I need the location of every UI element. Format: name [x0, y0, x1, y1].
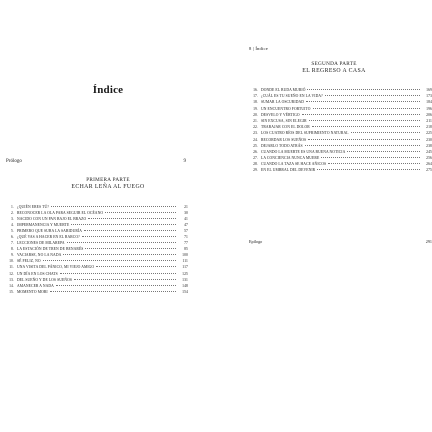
toc-entry[interactable]: [4, 290, 188, 296]
dot-leader: [51, 206, 176, 207]
toc-entry-page: 117: [182, 265, 188, 270]
toc-entry-title: SUMAR LA OSCURIDAD: [261, 100, 304, 105]
dot-leader: [321, 157, 420, 158]
toc-entry-title: DEJARLO TODO ATRÁS: [261, 143, 303, 148]
toc-entry-title: ¿CUÁL ES TU SUEÑO EN LA VIDA?: [261, 94, 323, 99]
toc-entry-title: CUANDO LA MUERTE ES UNA BUENA NOTICIA: [261, 149, 346, 154]
toc-entry-number: 19.: [253, 106, 258, 111]
toc-entry-title: UNA VISITA DEL PÁNICO, MI VIEJO AMIGO: [17, 265, 95, 270]
toc-entry-title: SIN EXCUSA, SIN ELEGIR: [261, 118, 307, 123]
toc-entry-page: 238: [426, 143, 432, 148]
dot-leader: [347, 151, 420, 152]
toc-entry-page: 245: [426, 149, 432, 154]
toc-entry-number: 10.: [9, 259, 14, 264]
toc-entry-title: UN DÍA EN LOS CHATS: [17, 271, 58, 276]
toc-entry-page: 111: [182, 259, 188, 264]
toc-entry-title: RECORDAR LOS SUEÑOS: [261, 137, 307, 142]
toc-entry-number: 17.: [253, 94, 258, 99]
toc-entry-number: 9.: [11, 253, 14, 258]
toc-entry-title: PRIMERO QUE SUBA LA SABIDURÍA: [17, 229, 82, 234]
page-title: Índice: [92, 84, 124, 96]
toc-entry-number: 5.: [11, 229, 14, 234]
toc-list-part-one: [4, 205, 188, 296]
toc-list-part-two: [248, 88, 432, 175]
prologue-page: 9: [183, 159, 186, 164]
toc-entry-page: 196: [426, 106, 432, 111]
toc-entry-number: 22.: [253, 125, 258, 130]
epilogue-page: 291: [425, 239, 432, 244]
toc-entry-number: 23.: [253, 131, 258, 136]
toc-entry-page: 184: [426, 100, 432, 105]
toc-entry-number: 1.: [11, 205, 14, 209]
toc-entry-title: LA CONCIENCIA NUNCA MUERE: [261, 156, 320, 161]
toc-entry-title: LA ESTACIÓN DE TREN DE BENARÉS: [17, 247, 84, 252]
toc-entry-page: 85: [184, 247, 188, 252]
toc-entry-title: EN EL UMBRAL DEL DEVENIR: [261, 168, 316, 173]
dot-leader: [60, 273, 176, 274]
dot-leader: [317, 169, 420, 170]
toc-entry-number: 16.: [253, 88, 258, 92]
dot-leader: [328, 163, 420, 164]
toc-entry-number: 7.: [11, 241, 14, 246]
toc-entry-title: DONDE EL BUDA MURIÓ: [261, 88, 306, 92]
dot-leader: [84, 230, 176, 231]
prologue-entry[interactable]: [6, 159, 186, 164]
toc-entry-page: 275: [426, 168, 432, 173]
toc-entry-number: 4.: [11, 223, 14, 228]
dot-leader: [67, 242, 176, 243]
epilogue-entry[interactable]: [249, 239, 432, 244]
toc-entry-number: 14.: [9, 283, 14, 288]
dot-leader: [313, 108, 420, 109]
toc-entry-page: 264: [426, 162, 432, 167]
toc-entry-number: 20.: [253, 112, 258, 117]
toc-entry-title: DEL SUEÑO Y DE LOS SUEÑOS: [17, 277, 73, 282]
toc-entry-number: 12.: [9, 271, 14, 276]
toc-entry-page: 206: [426, 112, 432, 117]
toc-entry-page: 225: [426, 131, 432, 136]
dot-leader: [105, 212, 176, 213]
toc-entry-page: 211: [426, 118, 432, 123]
part-two-title: EL REGRESO A CASA: [302, 67, 366, 74]
toc-entry-title: TRABAJAR CON EL DOLOR: [261, 125, 310, 130]
dot-leader: [306, 101, 420, 102]
part-two-label: SEGUNDA PARTE: [311, 61, 357, 67]
dot-leader: [50, 291, 176, 292]
part-one-heading: [30, 177, 186, 190]
toc-entry-number: 28.: [253, 162, 258, 167]
dot-leader: [88, 218, 176, 219]
dot-leader: [302, 114, 420, 115]
right-page: [216, 0, 432, 432]
toc-entry-page: 169: [426, 88, 432, 92]
toc-entry-title: SÉ FELIZ, NO: [17, 259, 41, 264]
toc-entry-number: 26.: [253, 149, 258, 154]
part-two-heading: [256, 61, 412, 74]
toc-entry-page: 131: [182, 277, 188, 282]
epilogue-label: Epílogo: [249, 239, 263, 244]
part-one-title: ECHAR LEÑA AL FUEGO: [71, 183, 145, 190]
dot-leader: [307, 89, 420, 90]
dot-leader: [74, 279, 176, 280]
dot-leader: [351, 132, 420, 133]
toc-entry-title: NACIDO CON UN PAN BAJO EL BRAZO: [17, 217, 87, 222]
toc-entry-number: 21.: [253, 118, 258, 123]
dot-leader: [96, 266, 176, 267]
toc-entry-page: 71: [184, 235, 188, 240]
toc-entry-title: ¿QUÉ VAS A HACER EN EL BARCO?: [17, 235, 80, 240]
toc-entry-title: AMANECER A NADA: [17, 283, 54, 288]
toc-entry-title: IMPERMANENCIA Y MUERTE: [17, 223, 70, 228]
toc-entry-page: 125: [182, 271, 188, 276]
dot-leader: [56, 285, 176, 286]
toc-entry-page: 100: [182, 253, 188, 258]
toc-entry-number: 13.: [9, 277, 14, 282]
toc-entry-page: 30: [184, 211, 188, 216]
dot-leader: [312, 126, 420, 127]
toc-entry-number: 27.: [253, 156, 258, 161]
toc-entry-title: LOS CUATRO RÍOS DEL SUFRIMIENTO NATURAL: [261, 131, 349, 136]
toc-entry-number: 6.: [11, 235, 14, 240]
toc-entry-title: ¿QUIÉN ERES TÚ?: [17, 205, 49, 209]
toc-entry-page: 41: [184, 217, 188, 222]
toc-entry-page: 154: [182, 289, 188, 294]
running-header: 8 | Índice: [249, 46, 268, 51]
dot-leader: [63, 254, 176, 255]
toc-entry-page: 57: [184, 229, 188, 234]
toc-entry-title: LECCIONES DE MILAREPA: [17, 241, 65, 246]
toc-entry-number: 24.: [253, 137, 258, 142]
dot-leader: [71, 224, 176, 225]
toc-entry-page: 21: [184, 205, 188, 209]
toc-entry-page: 218: [426, 125, 432, 130]
toc-entry-page: 148: [182, 283, 188, 288]
toc-entry-number: 2.: [11, 211, 14, 216]
toc-entry[interactable]: [248, 168, 432, 174]
toc-entry-title: MOMENTO MORI: [17, 289, 48, 294]
prologue-label: Prólogo: [6, 159, 22, 164]
toc-entry-page: 77: [184, 241, 188, 246]
dot-leader: [85, 248, 176, 249]
toc-entry-page: 256: [426, 156, 432, 161]
toc-entry-number: 8.: [11, 247, 14, 252]
toc-entry-number: 3.: [11, 217, 14, 222]
toc-entry-title: DESVELO Y VÉRTIGO: [261, 112, 300, 117]
dot-leader: [308, 139, 420, 140]
toc-entry-page: 47: [184, 223, 188, 228]
toc-entry-page: 173: [426, 94, 432, 99]
toc-entry-number: 11.: [9, 265, 14, 270]
toc-entry-number: 15.: [9, 289, 14, 294]
dot-leader: [309, 120, 420, 121]
dot-leader: [325, 95, 420, 96]
toc-entry-number: 25.: [253, 143, 258, 148]
part-one-label: PRIMERA PARTE: [86, 177, 130, 183]
toc-entry-page: 230: [426, 137, 432, 142]
toc-entry-number: 18.: [253, 100, 258, 105]
toc-entry-title: CUANDO LA TAZA SE HACE AÑICOS: [261, 162, 327, 167]
dot-leader: [305, 145, 420, 146]
toc-entry-number: 29.: [253, 168, 258, 173]
dot-leader: [43, 260, 176, 261]
toc-entry-title: UN ENCUENTRO FORTUITO: [261, 106, 311, 111]
toc-entry-title: VACIARSE, NO LA NADA: [17, 253, 62, 258]
dot-leader: [82, 236, 176, 237]
toc-entry-title: RECONOCER LA OLA PARA SEGUIR EL OCÉANO: [17, 211, 104, 216]
